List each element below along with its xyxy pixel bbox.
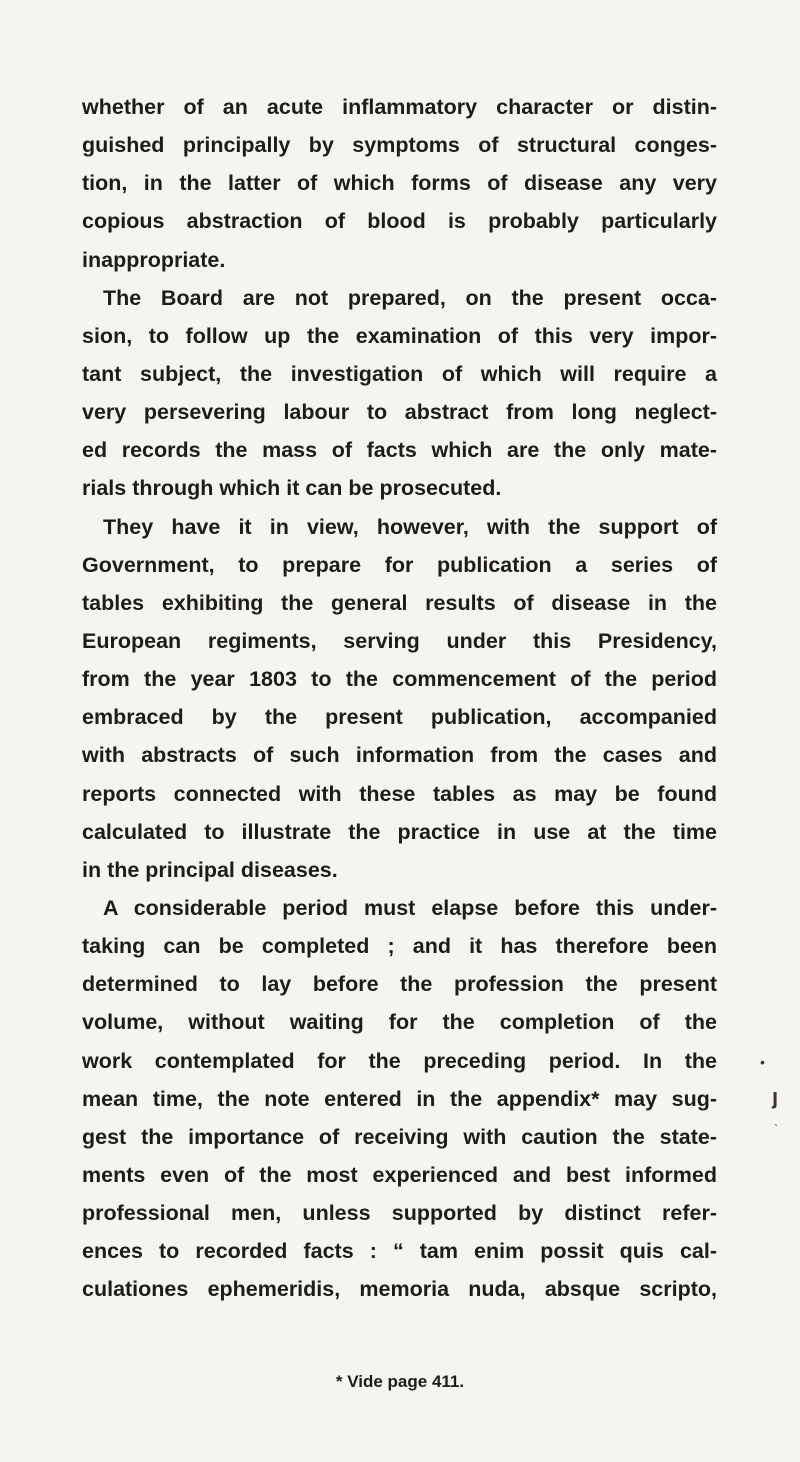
text-line: calculated to illustrate the practice in use at the time — [82, 819, 717, 844]
footnote: * Vide page 411. — [335, 1372, 465, 1391]
text-line: inappropriate. — [82, 247, 226, 272]
text-line: tables exhibiting the general results of disease in the — [82, 590, 717, 615]
text-line: Government, to prepare for publication a series of — [82, 552, 717, 577]
text-line: with abstracts of such information from the cases and — [82, 743, 717, 768]
text-line: work contemplated for the preceding period. In the — [82, 1048, 717, 1073]
margin-bracket-mark: ȷ — [772, 1084, 779, 1109]
text-line: mean time, the note entered in the appendix* may sug- — [82, 1086, 717, 1111]
text-line: professional men, unless supported by distinct refer- — [82, 1201, 717, 1226]
text-line: A considerable period must elapse before this under- — [103, 895, 717, 920]
text-line: They have it in view, however, with the support of — [103, 514, 717, 539]
text-line: volume, without waiting for the completion of the — [82, 1010, 717, 1035]
text-line: copious abstraction of blood is probably particularly — [82, 209, 717, 234]
text-line: taking can be completed ; and it has therefore been — [82, 934, 717, 959]
text-line: The Board are not prepared, on the present occa- — [103, 285, 717, 310]
text-line: ences to recorded facts : “ tam enim possit quis cal- — [82, 1239, 717, 1264]
margin-tick-mark: ˋ — [774, 1122, 778, 1136]
body-text — [82, 88, 717, 1309]
text-line: tant subject, the investigation of which will require a — [82, 361, 717, 386]
margin-dot-mark: • — [760, 1054, 765, 1070]
text-line: ments even of the most experienced and best informed — [82, 1162, 717, 1187]
text-line: guished principally by symptoms of structural conges- — [82, 133, 717, 158]
text-line: tion, in the latter of which forms of disease any very — [82, 171, 717, 196]
text-line: embraced by the present publication, accompanied — [82, 705, 717, 730]
text-line: whether of an acute inflammatory character or distin- — [82, 95, 717, 119]
text-line: sion, to follow up the examination of this very impor- — [82, 323, 717, 348]
text-line: rials through which it can be prosecuted. — [82, 476, 502, 501]
text-line: culationes ephemeridis, memoria nuda, absque scripto, — [82, 1277, 717, 1302]
text-line: in the principal diseases. — [82, 857, 338, 882]
text-line: from the year 1803 to the commencement of the period — [82, 667, 717, 692]
text-line: gest the importance of receiving with caution the state- — [82, 1124, 717, 1149]
text-line: ed records the mass of facts which are the only mate- — [82, 438, 717, 463]
text-line: reports connected with these tables as may be found — [82, 781, 717, 806]
text-line: very persevering labour to abstract from long neglect- — [82, 400, 717, 425]
text-line: determined to lay before the profession the present — [82, 972, 717, 997]
text-line: European regiments, serving under this Presidency, — [82, 628, 717, 653]
